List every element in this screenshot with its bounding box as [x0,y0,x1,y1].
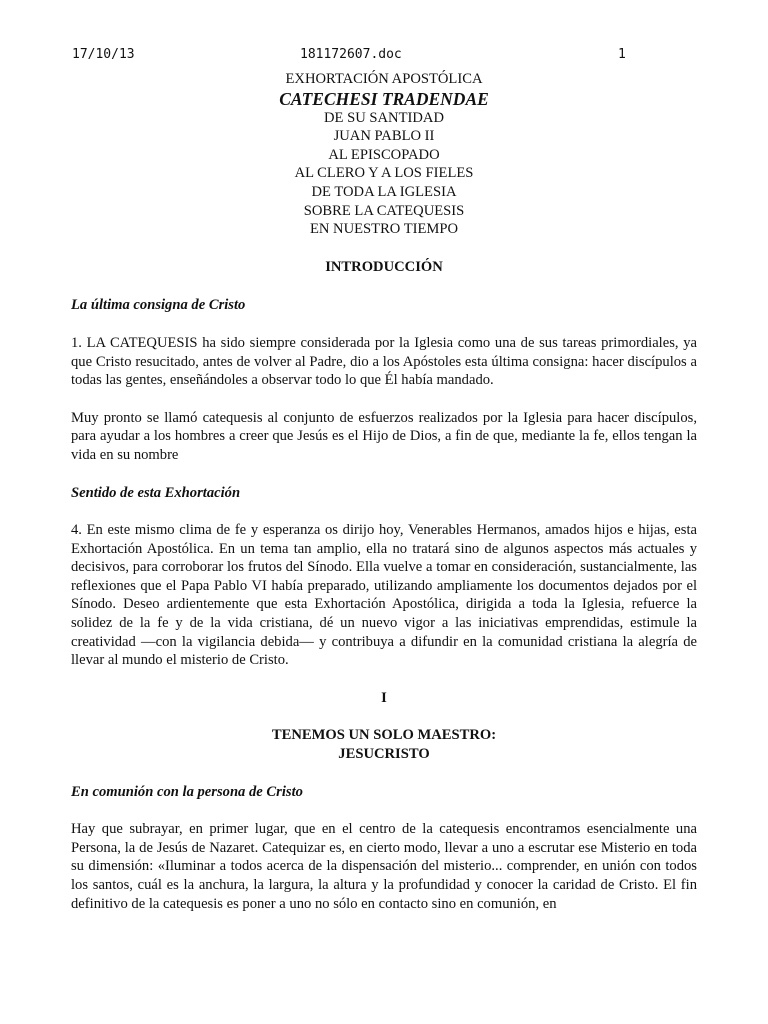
paragraph: 1. LA CATEQUESIS ha sido siempre considerada por la Iglesia como una de sus tareas primordiales, ya que Cristo resucitado, antes de volver al Padre, dio a los Apóstoles esta última consigna: hacer discípulos a todas las gentes, enseñándoles a observar todo lo que Él había mandado. [71,334,697,389]
header-date: 17/10/13 [72,47,135,62]
paragraph: Muy pronto se llamó catequesis al conjunto de esfuerzos realizados por la Iglesia para hacer discípulos, para ayudar a los hombres a creer que Jesús es el Hijo de Dios, a fin de que, mediante la fe, ellos tengan la vida en su nombre [71,409,697,463]
title-line: DE SU SANTIDAD [324,109,444,126]
section-subheading: En comunión con la persona de Cristo [71,783,303,800]
introduction-heading: INTRODUCCIÓN [325,258,443,275]
title-line: JUAN PABLO II [333,128,435,145]
title-line: AL EPISCOPADO [328,146,440,163]
title-line: AL CLERO Y A LOS FIELES [294,165,474,182]
document-main-title: CATECHESI TRADENDAE [279,88,489,109]
page-header [0,47,768,65]
title-line: SOBRE LA CATEQUESIS [303,202,465,219]
chapter-title-line1: TENEMOS UN SOLO MAESTRO: [271,727,497,744]
header-page-number: 1 [618,47,626,62]
section-subheading: Sentido de esta Exhortación [71,484,241,501]
title-block [71,70,697,239]
title-line-exhortacion: EXHORTACIÓN APOSTÓLICA [285,71,483,87]
section-subheading: La última consigna de Cristo [71,297,246,314]
title-line: EN NUESTRO TIEMPO [309,221,459,238]
chapter-title-line2: JESUCRISTO [338,746,430,763]
paragraph: Hay que subrayar, en primer lugar, que en el centro de la catequesis encontramos esencialmente una Persona, la de Jesús de Nazaret. Catequizar es, en cierto modo, llevar a uno a escrutar ese Misterio en toda su dimensión: «Iluminar a todos acerca de la dispensación del misterio... comprender, en unión con todos los santos, cuál es la anchura, la largura, la altura y la profundidad y conocer la caridad de Cristo. El fin definitivo de la catequesis es poner a uno no sólo en contacto sino en comunión, en [71,821,697,912]
header-filename: 181172607.doc [300,47,402,62]
chapter-numeral: I [381,689,387,706]
title-line: DE TODA LA IGLESIA [311,183,457,200]
paragraph: 4. En este mismo clima de fe y esperanza os dirijo hoy, Venerables Hermanos, amados hijos e hijas, esta Exhortación Apostólica. En un tema tan amplio, ella no tratará sino de algunos aspectos más actuales y decisivos, para corroborar los frutos del Sínodo. Ella vuelve a tomar en consideración, sustancialmente, las reflexiones que el Papa Pablo VI había preparado, utilizando ampliamente los documentos dejados por el Sínodo. Deseo ardientemente que esta Exhortación Apostólica, dirigida a toda la Iglesia, refuerce la solidez de la fe y de la vida cristiana, dé un nuevo vigor a las iniciativas emprendidas, estimule la creatividad —con la vigilancia debida— y contribuya a difundir en la comunidad cristiana la alegría de llevar al mundo el misterio de Cristo. [71,522,697,669]
document-body [71,70,697,913]
